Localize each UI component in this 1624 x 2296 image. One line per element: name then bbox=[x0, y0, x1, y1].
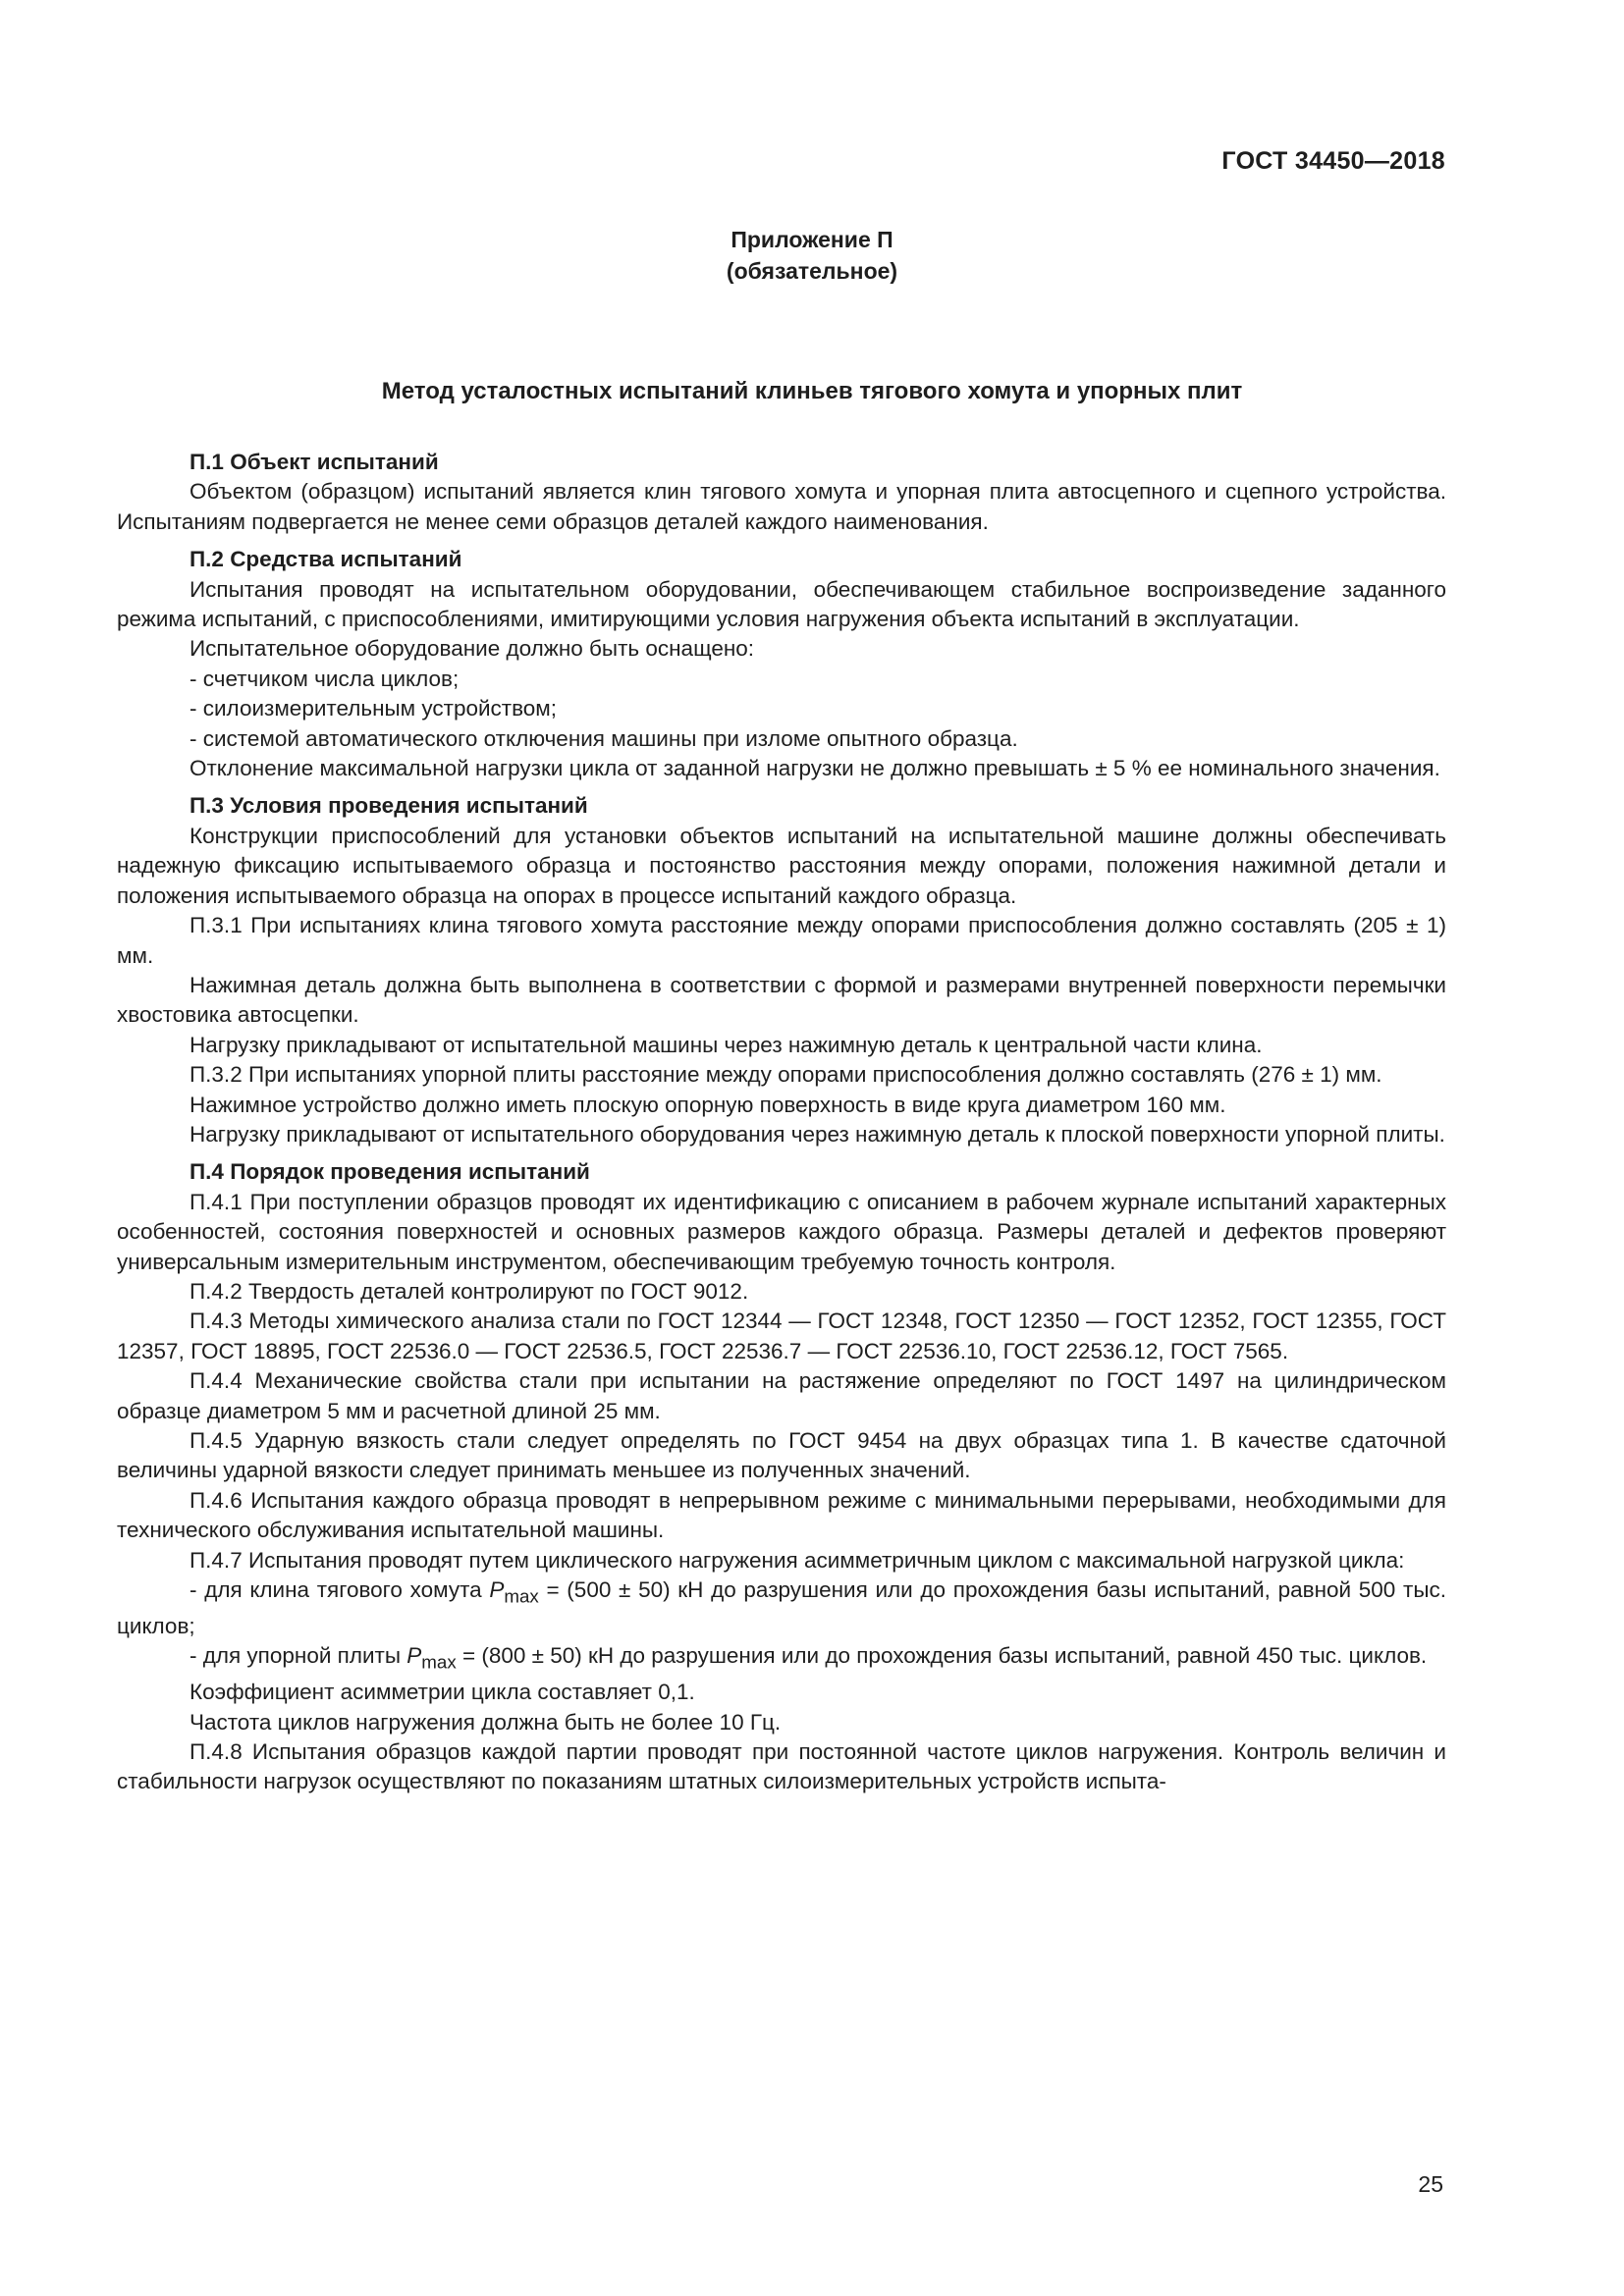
list-item-text: = (500 ± 50) кН до разрушения или до прохождения базы испытаний, равной 500 тыс. циклов; bbox=[117, 1577, 1446, 1638]
main-title: Метод усталостных испытаний клиньев тягового хомута и упорных плит bbox=[381, 378, 1243, 404]
list-item bbox=[117, 1575, 1446, 1641]
paragraph: Отклонение максимальной нагрузки цикла от заданной нагрузки не должно превышать ± 5 % ее номинального значения. bbox=[189, 756, 1440, 781]
section-heading-p1: П.1 Объект испытаний bbox=[189, 450, 439, 474]
symbol-subscript: max bbox=[504, 1585, 539, 1607]
paragraph: П.4.7 Испытания проводят путем циклического нагружения асимметричным циклом с максимальной нагрузкой цикла: bbox=[189, 1547, 1405, 1573]
annex-title: Приложение П bbox=[731, 227, 893, 252]
annex-header bbox=[0, 224, 1624, 287]
symbol-subscript: max bbox=[421, 1651, 457, 1673]
paragraph: Конструкции приспособлений для установки объектов испытаний на испытательной машине должны обеспечивать надежную фиксацию испытываемого образца и постоянство расстояния между опорами, положения нажимной детали и положения испытываемого образца на опорах в процессе испытаний каждого образца. bbox=[117, 823, 1446, 908]
symbol-p: P bbox=[406, 1643, 422, 1669]
list-item: - силоизмерительным устройством; bbox=[189, 696, 558, 721]
document-code: ГОСТ 34450—2018 bbox=[1221, 147, 1445, 175]
paragraph: П.4.4 Механические свойства стали при испытании на растяжение определяют по ГОСТ 1497 на цилиндрическом образце диаметром 5 мм и расчетной длиной 25 мм. bbox=[117, 1368, 1446, 1423]
page-number: 25 bbox=[1418, 2171, 1443, 2197]
paragraph: П.4.8 Испытания образцов каждой партии проводят при постоянной частоте циклов нагружения. Контроль величин и стабильности нагрузок осуществляют по показаниям штатных силоизмерительных устройств испыта- bbox=[117, 1739, 1446, 1794]
paragraph: П.4.2 Твердость деталей контролируют по ГОСТ 9012. bbox=[189, 1278, 749, 1304]
paragraph: Нагрузку прикладывают от испытательного оборудования через нажимную деталь к плоской поверхности упорной плиты. bbox=[189, 1121, 1445, 1147]
list-item-text: = (800 ± 50) кН до разрушения или до прохождения базы испытаний, равной 450 тыс. циклов. bbox=[456, 1643, 1428, 1669]
paragraph: П.3.1 При испытаниях клина тягового хомута расстояние между опорами приспособления должно составлять (205 ± 1) мм. bbox=[117, 913, 1446, 968]
paragraph: П.4.6 Испытания каждого образца проводят в непрерывном режиме с минимальными перерывами, необходимыми для технического обслуживания испытательной машины. bbox=[117, 1487, 1446, 1543]
list-item-text: - для упорной плиты bbox=[189, 1643, 407, 1669]
symbol-p: P bbox=[489, 1577, 505, 1603]
annex-status: (обязательное) bbox=[726, 258, 898, 284]
paragraph: Объектом (образцом) испытаний является клин тягового хомута и упорная плита автосцепного и сцепного устройства. Испытаниям подвергается не менее семи образцов деталей каждого наименования. bbox=[117, 479, 1446, 534]
section-heading-p2: П.2 Средства испытаний bbox=[189, 547, 462, 572]
list-item: - системой автоматического отключения машины при изломе опытного образца. bbox=[189, 725, 1018, 751]
paragraph: Испытания проводят на испытательном оборудовании, обеспечивающем стабильное воспроизведение заданного режима испытаний, с приспособлениями, имитирующими условия нагружения объекта испытаний в эксплуатации. bbox=[117, 576, 1446, 632]
list-item-text: - для клина тягового хомута bbox=[189, 1577, 490, 1603]
paragraph: П.4.3 Методы химического анализа стали по ГОСТ 12344 — ГОСТ 12348, ГОСТ 12350 — ГОСТ 12352, ГОСТ 12355, ГОСТ 12357, ГОСТ 18895, ГОСТ 22536.0 — ГОСТ 22536.5, ГОСТ 22536.7 — ГОСТ 22536.10, ГОСТ 22536.12, ГОСТ 7565. bbox=[117, 1308, 1446, 1363]
list-item bbox=[117, 1641, 1446, 1678]
paragraph: Испытательное оборудование должно быть оснащено: bbox=[189, 636, 755, 662]
section-heading-p3: П.3 Условия проведения испытаний bbox=[189, 793, 588, 819]
document-body bbox=[117, 448, 1446, 1797]
paragraph: П.4.1 При поступлении образцов проводят их идентификацию с описанием в рабочем журнале испытаний характерных особенностей, состояния поверхностей и основных размеров каждого образца. Размеры деталей и дефектов проверяют универсальным измерительным инструментом, обеспечивающим требуемую точность контроля. bbox=[117, 1189, 1446, 1274]
list-item: - счетчиком числа циклов; bbox=[189, 666, 460, 691]
paragraph: Коэффициент асимметрии цикла составляет 0,1. bbox=[189, 1680, 695, 1705]
paragraph: П.4.5 Ударную вязкость стали следует определять по ГОСТ 9454 на двух образцах типа 1. В качестве сдаточной величины ударной вязкости следует принимать меньшее из полученных значений. bbox=[117, 1428, 1446, 1483]
paragraph: Нажимная деталь должна быть выполнена в соответствии с формой и размерами внутренней поверхности перемычки хвостовика автосцепки. bbox=[117, 972, 1446, 1028]
paragraph: Частота циклов нагружения должна быть не более 10 Гц. bbox=[189, 1709, 782, 1735]
paragraph: Нажимное устройство должно иметь плоскую опорную поверхность в виде круга диаметром 160 мм. bbox=[189, 1092, 1226, 1117]
paragraph: Нагрузку прикладывают от испытательной машины через нажимную деталь к центральной части клина. bbox=[189, 1032, 1263, 1057]
section-heading-p4: П.4 Порядок проведения испытаний bbox=[189, 1159, 590, 1185]
paragraph: П.3.2 При испытаниях упорной плиты расстояние между опорами приспособления должно составлять (276 ± 1) мм. bbox=[189, 1062, 1382, 1088]
